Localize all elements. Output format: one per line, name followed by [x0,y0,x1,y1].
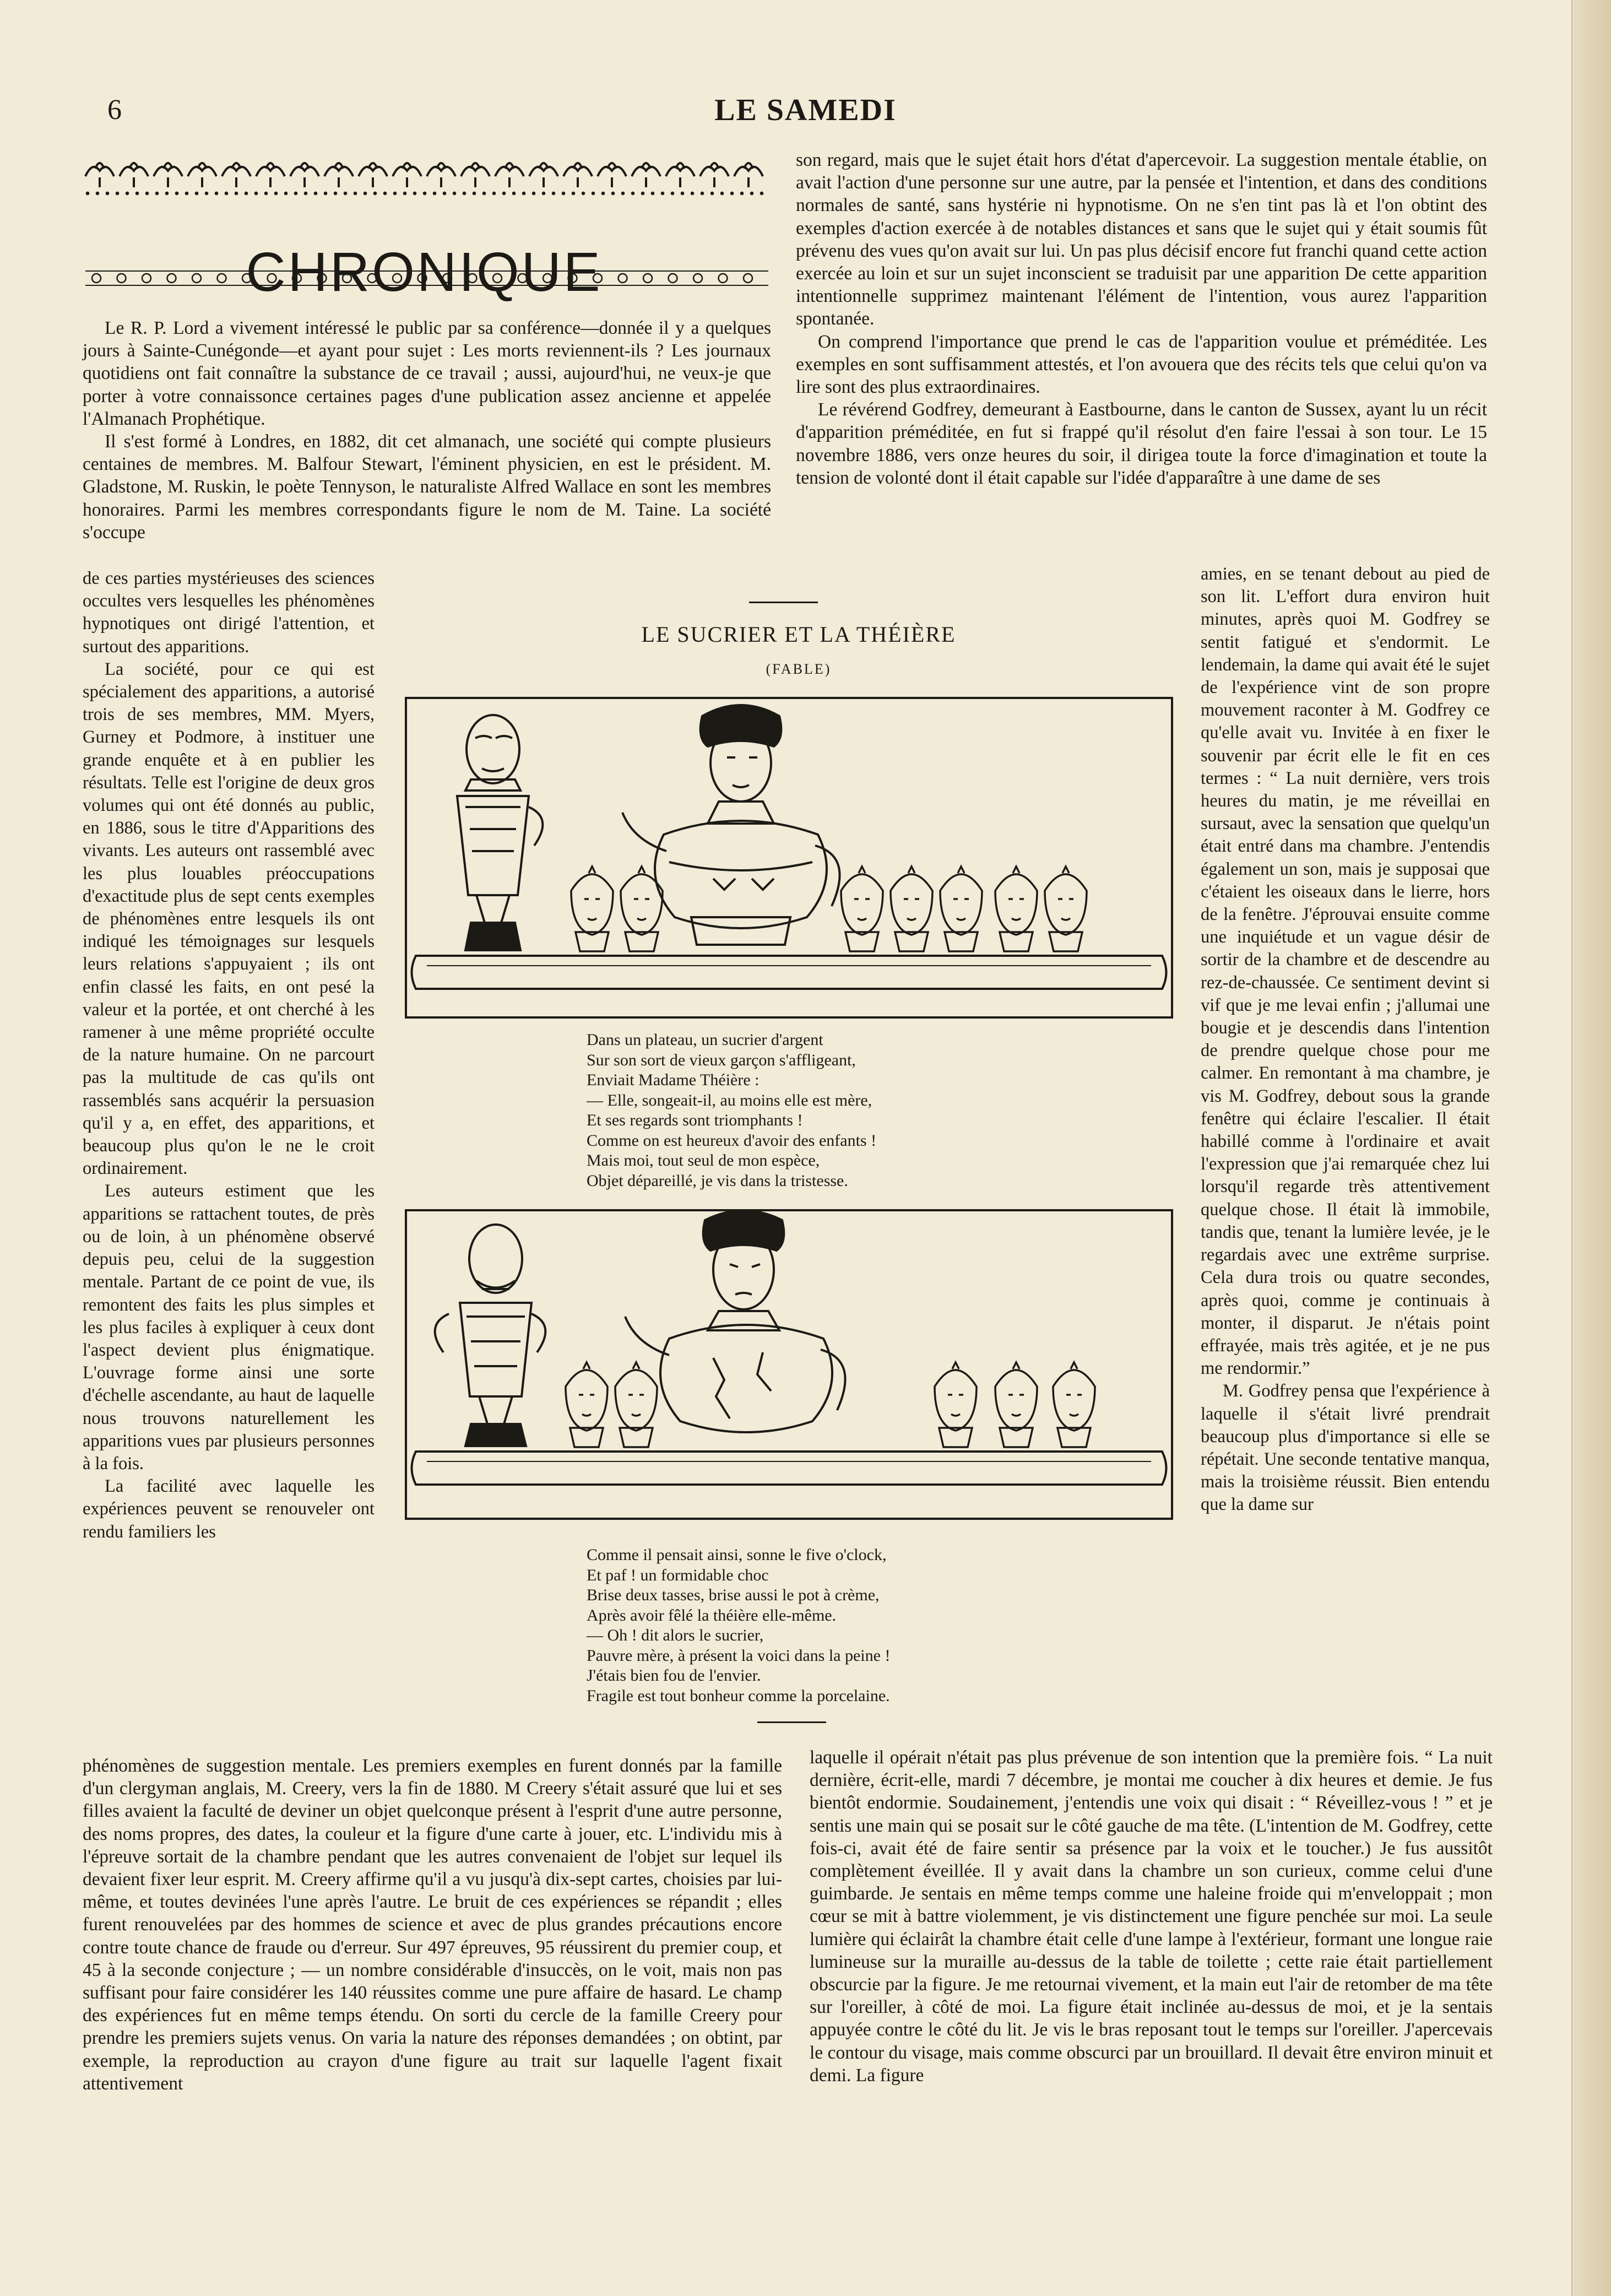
ornament-tile [598,163,626,187]
circle-ornament [167,274,176,283]
paragraph: phénomènes de suggestion mentale. Les premiers exemples en furent donnés par la famille d'un clergyman anglais, M. Creery, vers la fin de 1880. M Creery s'était assuré que lui et ses filles avaient la faculté de deviner un objet quelconque présent à l'esprit d'une autre personne, des noms propres, des dates, la couleur et la figure d'une carte à jouer, etc. L'individu mis à l'épreuve sortait de la chambre pendant que les autres convenaient de l'objet sur lequel ils devaient fixer leur esprit. M. Creery affirme qu'il a vu jusqu'à dix-sept cartes, choisies par lui-même, et toutes devinées l'une après l'autre. Le bruit de ces expériences se répandit ; elles furent renouvelées par des hommes de science et avec de plus grandes précautions encore contre toute chance de fraude ou d'erreur. Sur 497 épreuves, 95 réussirent du premier coup, et 45 à la seconde conjecture ; — un nombre considérable d'insuccès, on le voit, mais non pas suffisant pour faire considérer les 140 réussites comme une pure affaire de hasard. Le champ des expériences fut en même temps étendu. On sorti du cercle de la famille Creery pour prendre les premiers sujets venus. On varia la nature des réponses demandées ; on obtint, par exemple, la reproduction au crayon d'une figure au trait sur laquelle l'agent fixait attentivement [83,1756,782,2094]
circle-ornament [669,274,677,283]
ornament-tile [256,163,285,187]
ornament-tile [290,163,319,187]
circle-ornament [518,274,527,283]
teapot [622,705,840,945]
ornament-tile [461,163,490,187]
ornament-tile [700,163,729,187]
ornament-tile [666,163,695,187]
circle-rule [85,270,768,286]
ornament-tile [427,163,455,187]
section-title: CHRONIQUE [246,241,603,303]
circle-ornament [693,274,702,283]
teacup [940,867,982,951]
teacup [891,867,932,951]
teacup [571,867,613,951]
circle-ornament [493,274,502,283]
article-bottom-right [810,1746,1493,2087]
paragraph: Les auteurs estiment que les apparitions se rattachent toutes, de près ou de loin, à un phénomène observé depuis peu, celui de la suggestion mentale. Partant de ce point de vue, ils remontent des faits les plus simples et les plus faciles à expliquer à ceux dont l'aspect devient plus énigmatique. L'ouvrage forme ainsi une sorte d'échelle ascendante, au haut de laquelle nous trouvons naturellement les apparitions vues par plusieurs personnes à la fois. [83,1181,375,1474]
circle-ornament [218,274,226,283]
sugar-bowl [435,1225,546,1446]
teacup [566,1362,607,1447]
circle-ornament [343,274,351,283]
teacup [1053,1362,1095,1447]
ornament-tile [324,163,353,187]
circle-ornament [619,274,627,283]
teacup [841,867,883,951]
circle-ornament [92,274,101,283]
teapot-cracked [625,1211,845,1433]
article-right-narrow [1201,563,1490,1517]
fable-stanza-2: Comme il pensait ainsi, sonne le five o'clock, Et paf ! un formidable choc Brise deux tasses, brise aussi le pot à crème, Après avoir fêlé la théière elle-même. — Oh ! dit alors le sucrier, Pauvre mère, à présent la voici dans la peine ! J'étais bien fou de l'envier. Fragile est tout bonheur comme la porcelaine. [587,1546,891,1705]
separator-rule [749,602,818,603]
fable-illustration-1 [405,697,1173,1033]
teacup [615,1362,657,1447]
circle-ornament [268,274,276,283]
circle-ornament [242,274,251,283]
ornament-tile [563,163,592,187]
page-edge [1571,0,1611,2296]
paragraph: La facilité avec laquelle les expériences peuvent se renouveler ont rendu familiers les [83,1476,375,1542]
circle-ornament [593,274,602,283]
teacup [935,1362,977,1447]
separator-rule [757,1721,826,1723]
circle-ornament [292,274,301,283]
circle-ornament [744,274,752,283]
ornament-tile [632,163,660,187]
dotted-rule [83,190,766,197]
circle-ornament [643,274,652,283]
page-number: 6 [107,94,122,126]
fable-stanza-1: Dans un plateau, un sucrier d'argent Sur son sort de vieux garçon s'affligeant, Enviait Madame Théière : — Elle, songeait-il, au moins elle est mère, Et ses regards sont triomphants ! Comme on est heureux d'avoir des enfants ! Mais moi, tout seul de mon espèce, Objet dépareillé, je vis dans la tristesse. [587,1031,877,1190]
article-left-narrow [83,567,375,1544]
article-right-top [796,149,1487,489]
teacup [995,1362,1037,1447]
fable-subtitle: (FABLE) [766,661,832,677]
circle-ornament [468,274,477,283]
paragraph: La société, pour ce qui est spécialement des apparitions, a autorisé trois de ses membres, MM. Myers, Gurney et Podmore, à instituer une grande enquête et à en publier les résultats. Telle est l'origine de deux gros volumes qui ont été donnés au public, en 1886, sous le titre d'Apparitions des vivants. Les auteurs ont rassemblé avec les plus louables préoccupations d'exactitude plus de sept cents exemples de phénomènes entre lesquels ils ont indiqué les témoignages sur lesquels leurs relations s'appuyaient ; ils ont enfin classé les faits, en ont pesé la valeur et la portée, et ont cherché à les ramener à une même propriété occulte de la nature humaine. On ne parcourt pas la multitude de cas qu'ils ont rassemblés sans acquérir la persuasion qu'il y a, en effet, des apparitions, et beaucoup plus qu'on le ne le croit ordinairement. [83,659,375,1179]
circle-ornament [418,274,427,283]
running-title: LE SAMEDI [714,93,897,127]
circle-ornament [543,274,552,283]
article-bottom-left [83,1755,782,2095]
ornament-tile [222,163,251,187]
ornament-tile [495,163,524,187]
article-left-intro [83,317,771,544]
ornament-tile [359,163,387,187]
paragraph: Le R. P. Lord a vivement intéressé le public par sa conférence—donnée il y a quelques jours à Sainte-Cunégonde—et ayant pour sujet : Les morts reviennent-ils ? Les journaux quotidiens ont fait connaître la substance de ce travail ; aussi, aujourd'hui, ne veux-je que porter à votre connaissonce certaines pages d'une publication assez ancienne et appelée l'Almanach Prophétique. [83,318,771,429]
ornament-tile [393,163,421,187]
ornament-tile [154,163,182,187]
paragraph: Le révérend Godfrey, demeurant à Eastbourne, dans le canton de Sussex, ayant lu un récit d'apparition préméditée, en fut si frappé qu'il résolut d'en faire l'essai à son tour. Le 15 novembre 1886, vers onze heures du soir, il dirigea toute la force d'imagination et toute la tension de volonté dont il était capable sur l'idée d'apparaître à une dame de ses [796,399,1487,488]
circle-ornament [393,274,402,283]
circle-ornament [443,274,452,283]
circle-ornament [568,274,577,283]
circle-ornament [318,274,327,283]
ornament-tile [120,163,148,187]
circle-ornament [368,274,377,283]
paragraph: M. Godfrey pensa que l'expérience à laquelle il s'était livré prendrait beaucoup plus d'importance si elle se répétait. Une seconde tentative manqua, mais la troisième réussit. Bien entendu que la dame sur [1201,1381,1490,1515]
ornament-tile [85,163,114,187]
paragraph: amies, en se tenant debout au pied de son lit. L'effort dura environ huit minutes, après quoi M. Godfrey se sentit fatigué et s'endormit. Le lendemain, la dame qui avait été le sujet de l'expérience vint de son propre mouvement raconter à M. Godfrey ce qu'elle avait vu. Invitée à en fixer le souvenir par écrit elle le fit en ces termes : “ La nuit dernière, vers trois heures du matin, je me réveillai en sursaut, avec la sensation que quelqu'un était entré dans ma chambre. J'entendis également un son, mais je supposai que c'étaient les oiseaux dans le lierre, hors de la fenêtre. J'éprouvai ensuite comme une inquiétude et un vague désir de sortir de la chambre et de descendre au rez-de-chaussée. Ce sentiment devint si vif que je me levai enfin ; j'allumai une bougie et je descendis dans l'intention de prendre quelque chose pour me calmer. En remontant à ma chambre, je vis M. Godfrey, debout sous la grande fenêtre qui éclaire l'escalier. Il était habillé comme à l'ordinaire et avait l'expression que j'ai remarquée chez lui lorsqu'il regarde très attentivement quelque chose. Il était là immobile, tandis que, tenant la lumière levée, je le regardais avec une extrême surprise. Cela dura trois ou quatre secondes, après quoi, comme je continuais à monter, il disparut. Je n'étais point effrayée, mais très agitée, et je ne pus me rendormir.” [1201,564,1490,1379]
ornament-tile [529,163,558,187]
circle-ornament [719,274,728,283]
fable-title: LE SUCRIER ET LA THÉIÈRE [641,622,956,647]
circle-ornament [192,274,201,283]
circle-ornament [117,274,126,283]
fable-illustration-2 [405,1209,1173,1534]
paragraph: laquelle il opérait n'était pas plus prévenue de son intention que la première fois. “ La nuit dernière, écrit-elle, mardi 7 décembre, je montai me coucher à dix heures et demie. Je fus bientôt endormie. Soudainement, j'entendis une voix qui disait : “ Réveillez-vous ! ” et je sentis une main qui se posait sur le côté gauche de ma tête. (L'intention de M. Godfrey, cette fois-ci, avait été de faire sentir sa présence par la voix et le toucher.) Je fus aussitôt complètement éveillée. Il y avait dans la chambre un son curieux, comme celui d'une guimbarde. Je sentais en même temps comme une haleine froide qui m'enveloppait ; mon cœur se mit à battre violemment, je vis distinctement une figure penchée sur moi. La seule lumière qui éclairât la chambre était celle d'une lampe à l'extérieur, formant une longue raie lumineuse sur la muraille au-dessus de la table de toilette ; cette raie était partiellement obscurcie par la figure. Je me retournai vivement, et la main eut l'air de retomber de ma tête sur l'oreiller, à côté de moi. La figure était inclinée au-dessus de moi, et je la sentais appuyée contre le côté du lit. Je vis le bras reposant tout le temps sur l'oreiller. J'apercevais le contour du visage, mais comme obscurci par un brouillard. Il devait être environ minuit et demi. La figure [810,1747,1493,2086]
ornament-tile [734,163,763,187]
ornament-band [83,149,766,193]
teacup [995,867,1037,951]
circle-ornament [142,274,151,283]
paragraph: On comprend l'importance que prend le cas de l'apparition voulue et préméditée. Les exemples en sont suffisamment attestés, et l'on avouera que des récits tels que celui qu'on va lire sont des plus extraordinaires. [796,331,1487,398]
paragraph: Il s'est formé à Londres, en 1882, dit cet almanach, une société qui compte plusieurs centaines de membres. M. Balfour Stewart, l'éminent physicien, en est le président. M. Gladstone, M. Ruskin, le poète Tennyson, le naturaliste Alfred Wallace en sont les membres honoraires. Parmi les membres correspondants figure le nom de M. Taine. La société s'occupe [83,431,771,543]
paragraph: de ces parties mystérieuses des sciences occultes vers lesquelles les phénomènes hypnotiques ont dirigé l'attention, et surtout des apparitions. [83,568,375,657]
ornament-tile [188,163,216,187]
paragraph: son regard, mais que le sujet était hors d'état d'apercevoir. La suggestion mentale établie, on avait l'action d'une personne sur une autre, par la pensée et l'intention, et dans des conditions normales de santé, sans hystérie ni hypnotisme. On ne s'en tint pas là et l'on obtint des exemples d'action exercée à de notables distances et sans que le sujet qui y était soumis fût prévenu des vues qu'on avait sur lui. Un pas plus décisif encore fut franchi quand cette action exercée au loin et sur un sujet inconscient se traduisit par une apparition De cette apparition intentionnelle supprimez maintenant l'élément de l'intention, vous aurez l'apparition spontanée. [796,150,1487,329]
teacup [1045,867,1087,951]
sugar-bowl [457,715,543,950]
